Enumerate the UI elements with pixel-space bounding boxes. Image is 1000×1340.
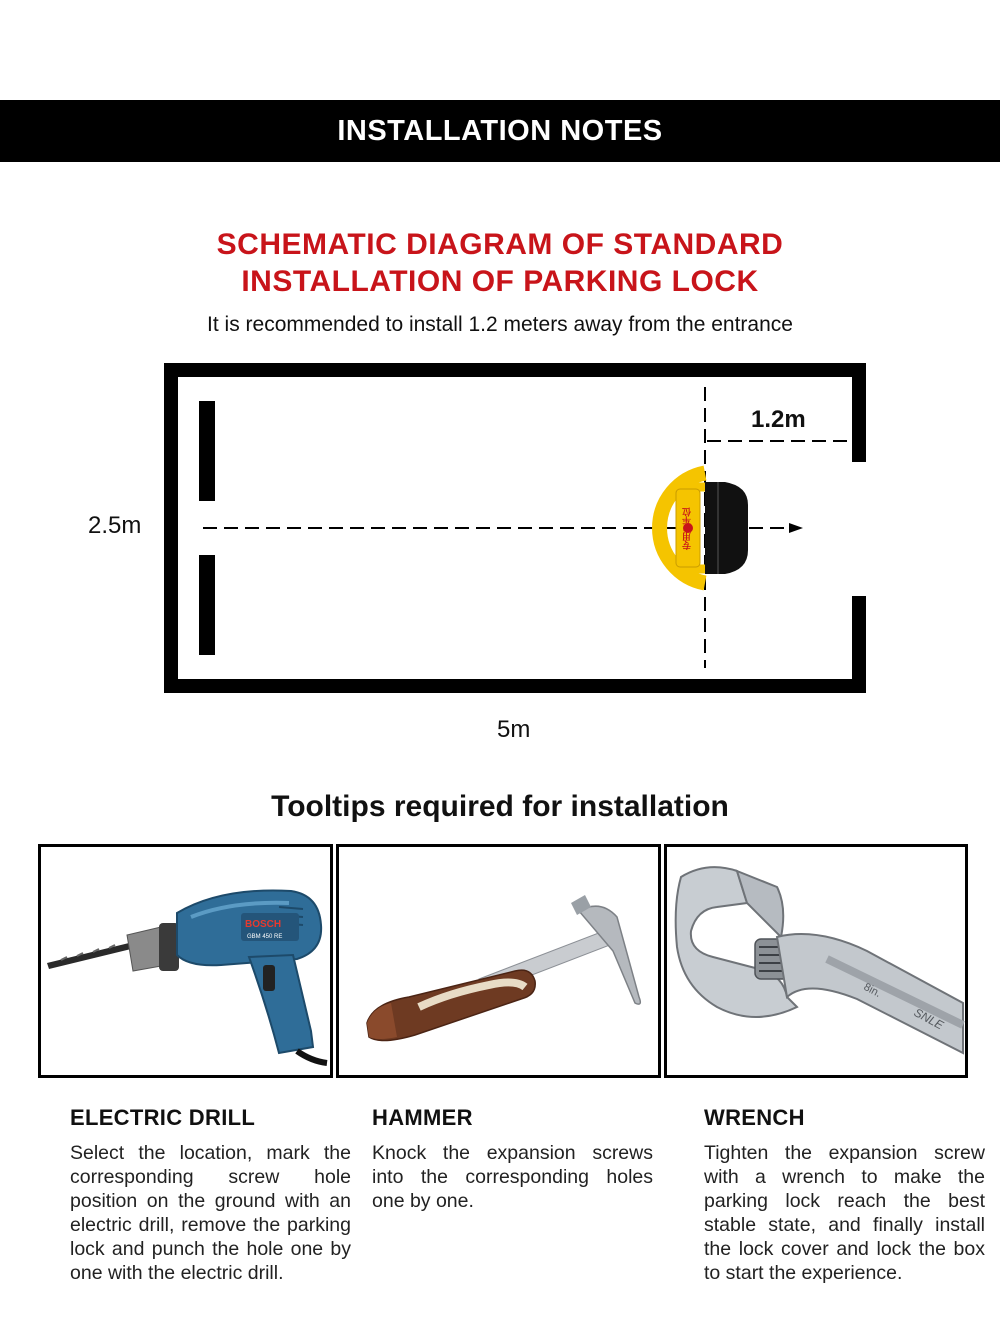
wrench-name: WRENCH — [704, 1105, 805, 1130]
wrench-image-frame — [664, 844, 968, 1078]
parking-lock-label: 专用P车位 — [683, 507, 693, 551]
drill-image-frame — [38, 844, 333, 1078]
drill-brand-label: BOSCH — [245, 919, 282, 930]
drill-name: ELECTRIC DRILL — [70, 1105, 256, 1130]
wrench-icon — [667, 847, 965, 1075]
wrench-description: Tighten the expansion screw with a wrench to make the parking lock reach the best stable state, and finally install the lock cover and lock the box to start the experience. — [704, 1142, 985, 1284]
hammer-description: Knock the expansion screws into the corresponding holes one by one. — [372, 1142, 653, 1212]
length-dimension-label: 5m — [497, 716, 531, 743]
wheel-stop-top — [199, 401, 215, 501]
offset-dimension-label: 1.2m — [751, 406, 806, 433]
hammer-name: HAMMER — [372, 1105, 473, 1130]
tools-heading: Tooltips required for installation — [271, 790, 729, 823]
drill-icon — [41, 847, 330, 1075]
schematic-title-line1: SCHEMATIC DIAGRAM OF STANDARD — [216, 228, 784, 261]
width-dimension-label: 2.5m — [88, 512, 142, 539]
hammer-icon — [339, 847, 658, 1075]
schematic-subtitle: It is recommended to install 1.2 meters away from the entrance — [207, 313, 793, 336]
drill-model-label: GBM 450 RE — [247, 934, 283, 940]
wrench-brand-label: SNLE — [911, 1005, 946, 1033]
drill-description: Select the location, mark the corresponding screw hole position on the ground with an electric drill, remove the parking lock and punch the hole one by one with the electric drill. — [70, 1142, 351, 1284]
hammer-image-frame — [336, 844, 661, 1078]
schematic-title-line2: INSTALLATION OF PARKING LOCK — [241, 265, 759, 298]
wheel-stop-bottom — [199, 555, 215, 655]
installation-notes-banner: INSTALLATION NOTES — [0, 100, 1000, 162]
center-arrow — [789, 523, 803, 533]
wrench-size-label: 8in. — [861, 981, 883, 1000]
